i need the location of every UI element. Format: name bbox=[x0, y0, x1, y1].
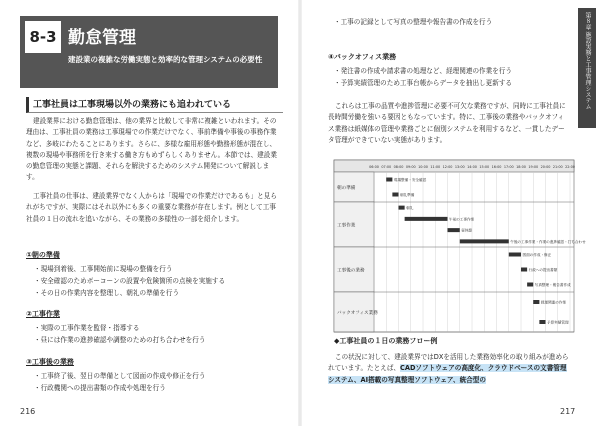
list-item: ・ 現場到着後、工事開始前に現場の整備を行う bbox=[34, 263, 225, 275]
time-tick-label: 06:00 bbox=[369, 165, 379, 169]
gantt-bar-label: 写真整理・報告書作成 bbox=[534, 282, 571, 287]
list-morning bbox=[34, 263, 225, 299]
section-subtitle: 建設業の複雑な労働実態と効率的な管理システムの必要性 bbox=[68, 55, 263, 64]
gantt-bar bbox=[533, 300, 539, 304]
gantt-bar-label: 図面の作成・修正 bbox=[522, 252, 552, 257]
list-item: ・ 安全確認のためボーコーンの設置や危険箇所の点検を実施する bbox=[34, 275, 225, 287]
category-label: 朝の準備 bbox=[337, 186, 356, 191]
gantt-bar bbox=[460, 239, 509, 243]
time-tick-label: 14:00 bbox=[467, 165, 477, 169]
list-construction bbox=[34, 322, 205, 346]
paragraph-dx-text: この状況に対して、建設業界ではDXを活用した業務効率化の取り組みが進められています。たとえば、 bbox=[328, 353, 569, 373]
time-tick-label: 15:00 bbox=[479, 165, 490, 169]
section-title: 勤怠管理 bbox=[68, 28, 136, 48]
time-tick-label: 22:00 bbox=[565, 165, 575, 169]
gantt-bar-label: 経理関連の作業 bbox=[540, 300, 567, 305]
list-item: ・ 発注書の作成や請求書の処理など、経理関連の作業を行う bbox=[334, 65, 512, 77]
gantt-bar bbox=[521, 268, 527, 272]
time-tick-label: 19:00 bbox=[528, 165, 539, 169]
time-tick-label: 11:00 bbox=[430, 165, 441, 169]
list-item: ・ 昼には作業の進捗確認や調整のための打ち合わせを行う bbox=[34, 334, 205, 346]
time-tick-label: 18:00 bbox=[516, 165, 526, 169]
time-tick-label: 10:00 bbox=[418, 165, 428, 169]
gantt-bar bbox=[448, 228, 460, 232]
list-after-continued bbox=[334, 16, 492, 28]
workflow-gantt-chart bbox=[334, 160, 586, 332]
list-heading-backoffice: ④バックオフィス業務 bbox=[328, 53, 397, 61]
time-tick-label: 07:00 bbox=[381, 165, 392, 169]
time-tick-label: 17:00 bbox=[503, 165, 514, 169]
section-number: 8-3 bbox=[25, 21, 61, 53]
gantt-bar bbox=[405, 217, 448, 221]
time-tick-label: 13:00 bbox=[454, 165, 465, 169]
gantt-bar bbox=[509, 253, 521, 257]
list-heading-after: ③工事後の業務 bbox=[26, 358, 74, 366]
gantt-bar bbox=[399, 206, 405, 210]
category-label: 工事後の業務 bbox=[337, 268, 365, 274]
gantt-bar bbox=[539, 320, 545, 324]
gantt-bar-label: 昼休憩 bbox=[461, 228, 473, 233]
list-item: ・ 実際の工事作業を監督・指導する bbox=[34, 322, 205, 334]
gantt-bar-label: 行政への提出書類 bbox=[528, 267, 558, 272]
category-label: 工事作業 bbox=[337, 223, 356, 229]
paragraph-dx-highlight: CADソフトウェアの高度化、クラウドベースの文書管理システム、AI搭載の写真整理ソフトウェア、統合型の bbox=[328, 364, 567, 384]
gantt-bar-label: 朝礼 bbox=[406, 206, 414, 211]
time-tick-label: 21:00 bbox=[552, 165, 563, 169]
chapter-tab bbox=[578, 8, 596, 128]
paragraph-workflow: 工事社員の仕事は、建設業界でなく人からは「現場での作業だけであるも」と見られがちですが、実際にはそれ以外にも多くの重要な業務が存在します。例として工事社員の１日の流れを追いながら、その業務の多様性の一部を紹介します。 bbox=[26, 192, 277, 223]
section-header bbox=[20, 16, 278, 88]
subsection-heading: 工事社員は工事現場以外の業務にも追われている bbox=[26, 97, 283, 113]
gantt-bar-label: 予算実績管理 bbox=[547, 320, 569, 325]
time-tick-label: 09:00 bbox=[405, 165, 416, 169]
list-item: ・ 工事終了後、翌日の準備として図面の作成や修正を行う bbox=[34, 370, 205, 382]
paragraph-dx bbox=[328, 352, 570, 386]
gantt-bar-label: 現場整備・安全確認 bbox=[393, 177, 427, 182]
gantt-bar bbox=[527, 283, 533, 287]
list-item: ・ 予算実績管理のため工事台帳からデータを抽出し更新する bbox=[334, 77, 512, 89]
list-item: ・ その日の作業内容を整理し、朝礼の準備を行う bbox=[34, 287, 225, 299]
gantt-bar bbox=[392, 193, 398, 197]
list-item: ・ 工事の記録として写真の整理や報告書の作成を行う bbox=[334, 16, 492, 28]
time-tick-label: 20:00 bbox=[540, 165, 551, 169]
category-label: バックオフィス業務 bbox=[337, 311, 378, 316]
list-heading-morning: ①朝の準備 bbox=[26, 251, 60, 259]
page-number-right: 217 bbox=[560, 407, 576, 416]
list-after bbox=[34, 370, 205, 394]
chapter-tab-label: 第８章 施設実務と工事管理システム bbox=[584, 12, 591, 110]
list-heading-construction: ②工事作業 bbox=[26, 310, 60, 318]
time-tick-label: 16:00 bbox=[491, 165, 502, 169]
figure-caption: ◆工事社員の１日の業務フロー例 bbox=[334, 337, 438, 345]
list-item: ・ 行政機関への提出書類の作成や処理を行う bbox=[34, 382, 205, 394]
paragraph-intro: 建設業界における勤怠管理は、他の業界と比較して非常に複雑といわれます。その理由は、工事社員の業務は工事現場での作業だけでなく、事前準備や事後の事務作業など、多岐にわたることにあります。さらに、多様な雇用形態や勤務形態が混在し、複数の現場や事務所を行き来する働き方もめずらしくありません。本節では、建設業の勤怠管理の実態と課題、それらを解決するためのシステム開発について解説します。 bbox=[26, 117, 277, 182]
gantt-bar bbox=[386, 178, 392, 182]
list-backoffice bbox=[334, 65, 512, 89]
time-tick-label: 12:00 bbox=[442, 165, 453, 169]
gantt-bar-label: 午前の工事作業 bbox=[449, 217, 475, 222]
time-tick-label: 08:00 bbox=[393, 165, 404, 169]
gantt-bar-label: 朝礼準備 bbox=[400, 192, 415, 197]
gantt-bar-label: 午後の工事作業・作業の進捗確認・打ち合わせ bbox=[510, 239, 586, 244]
page-number-left: 216 bbox=[20, 407, 36, 416]
paragraph-issues: これらは工事の品質や進捗管理に必要不可欠な業務ですが、同時に工事社員に長時間労働を強いる要因ともなっています。特に、工事後の業務やバックオフィス業務は紙媒体の管理や業務ごとに個別システムを利用するなど、一貫したデータ管理ができていない実態があります。 bbox=[328, 102, 566, 144]
